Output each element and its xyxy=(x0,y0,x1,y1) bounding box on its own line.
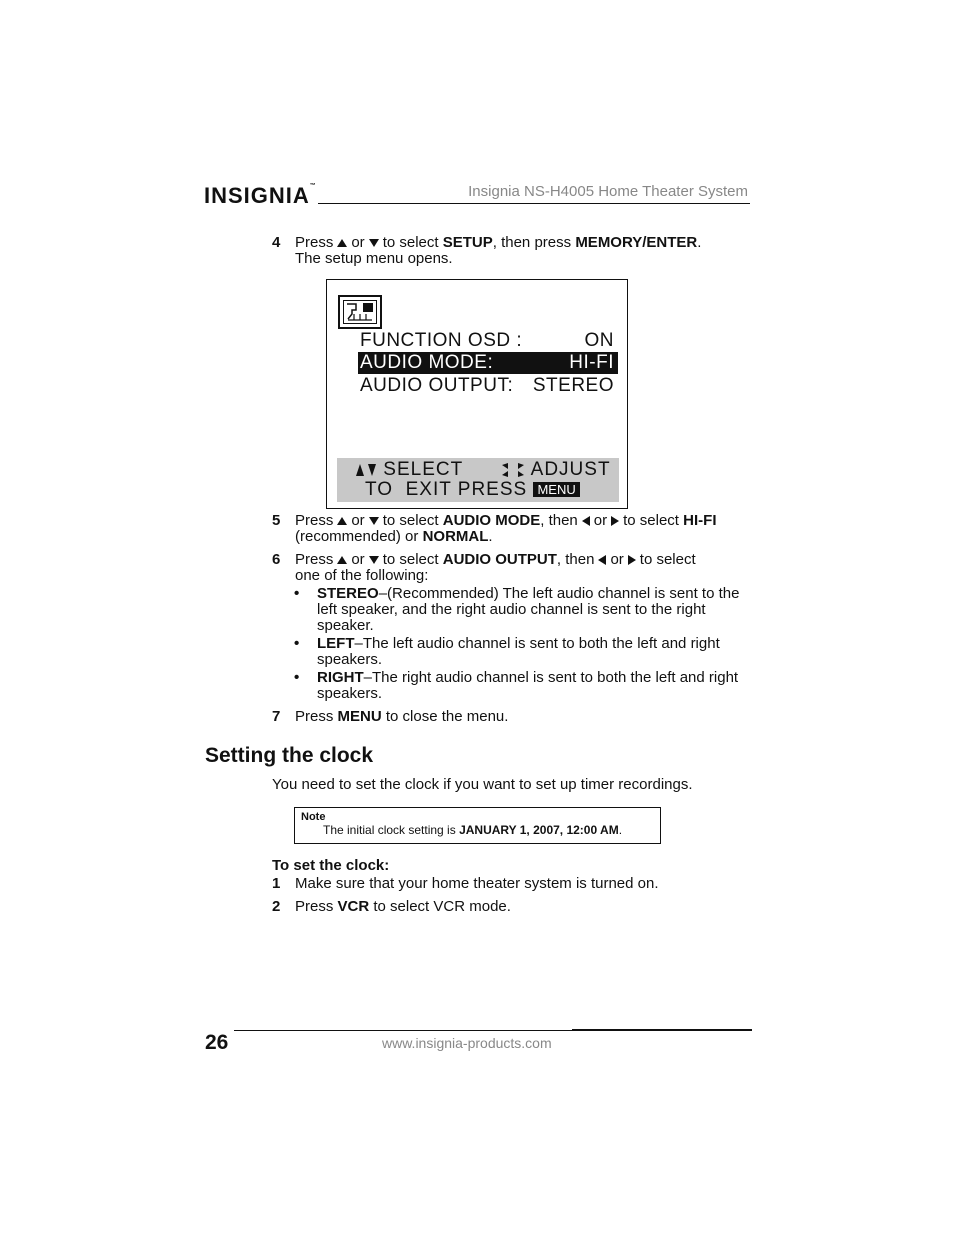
left-arrow-icon xyxy=(582,516,590,526)
osd-help-bar: SELECT ADJUST TO EXIT PRESS MENU xyxy=(337,458,619,502)
up-down-icon xyxy=(355,459,383,480)
subhead: To set the clock: xyxy=(272,857,390,874)
setup-menu-icon xyxy=(338,295,382,329)
up-arrow-icon xyxy=(337,239,347,247)
page-number: 26 xyxy=(205,1031,229,1054)
section-title: Setting the clock xyxy=(205,744,374,767)
left-arrow-icon xyxy=(598,555,606,565)
setup-menu-osd xyxy=(326,279,628,509)
up-arrow-icon xyxy=(337,556,347,564)
up-arrow-icon xyxy=(337,517,347,525)
osd-row-function-osd: FUNCTION OSD : ON xyxy=(360,330,614,351)
right-arrow-icon xyxy=(628,555,636,565)
left-right-icon xyxy=(501,459,530,480)
osd-row-audio-mode: AUDIO MODE: HI-FI xyxy=(358,352,618,374)
header-title: Insignia NS-H4005 Home Theater System xyxy=(468,183,748,200)
footer-rule-thick xyxy=(572,1029,752,1031)
menu-badge: MENU xyxy=(533,482,579,497)
section-intro: You need to set the clock if you want to set up timer recordings. xyxy=(272,776,693,793)
insignia-logo: INSIGNIA™ xyxy=(204,183,317,208)
osd-row-audio-output: AUDIO OUTPUT: STEREO xyxy=(360,375,614,396)
footer-url: www.insignia-products.com xyxy=(382,1035,552,1051)
note-title: Note xyxy=(301,811,326,823)
note-box xyxy=(294,807,661,844)
footer-rule xyxy=(234,1030,572,1031)
note-text: The initial clock setting is JANUARY 1, 2007, 12:00 AM. xyxy=(323,823,623,837)
header-rule xyxy=(318,203,750,204)
down-arrow-icon xyxy=(369,517,379,525)
down-arrow-icon xyxy=(369,239,379,247)
down-arrow-icon xyxy=(369,556,379,564)
right-arrow-icon xyxy=(611,516,619,526)
